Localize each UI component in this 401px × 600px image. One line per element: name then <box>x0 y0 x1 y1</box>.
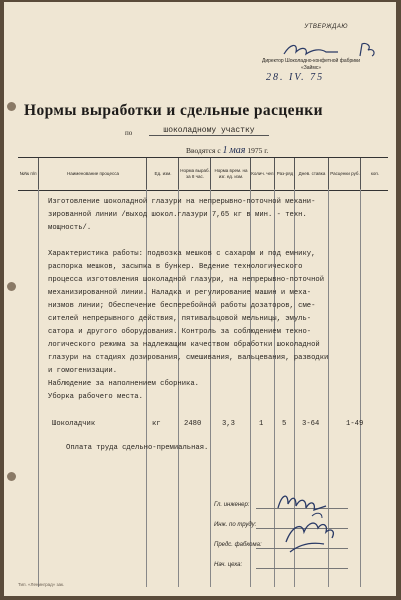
description-line: и гомогенизации. <box>48 367 118 375</box>
description-line: сатора и другого оборудования. Контроль за соблюдением техно- <box>48 328 312 336</box>
time-cell: 3,3 <box>222 420 235 428</box>
chief-engineer-label: Гл. инженер: <box>214 502 250 508</box>
people-cell: 1 <box>259 420 264 428</box>
profession-cell: Шоколадчик <box>52 420 96 428</box>
binder-hole <box>7 282 16 291</box>
intro-day: 1 <box>222 145 228 156</box>
rate-cell: 3-64 <box>302 420 320 428</box>
column-header: №№ п/п <box>19 171 37 176</box>
description-line: мощность/. <box>48 224 92 232</box>
column-divider <box>146 189 147 587</box>
description-line: глазури на стадиях дозирования, смешивания, вальцевания, разводки <box>48 354 329 362</box>
description-line: логического режима за надлежащим качеством обработки шоколадной <box>48 341 320 349</box>
signature-line <box>256 568 348 569</box>
document-title: Нормы выработки и сдельные расценки <box>24 102 323 119</box>
norm-cell: 2480 <box>184 420 202 428</box>
column-header: Расценки руб. <box>328 158 361 190</box>
grade-cell: 5 <box>282 420 287 428</box>
intro-month: мая <box>229 145 246 156</box>
column-divider <box>38 189 39 587</box>
description-line: низмов линии; Обеспечение бесперебойной работы дозаторов, сме- <box>48 302 316 310</box>
director-caption: Директор Шоколадно-конфетной фабрики «Займс» <box>261 58 361 71</box>
description-line: зированной линии /выход шокол.глазури 7,65 кг в мин. - техн. <box>48 211 307 219</box>
description-line: Изготовление шоколадной глазури на непрерывно-поточной механи- <box>48 198 316 206</box>
column-header: Ед. изм. <box>146 158 179 190</box>
unit-cell: кг <box>152 420 161 428</box>
column-header: коп. <box>360 158 389 190</box>
column-header: Днев. ставка <box>294 158 329 190</box>
binder-hole <box>7 102 16 111</box>
column-header: Колич. чел. <box>250 158 275 190</box>
binder-hole <box>7 472 16 481</box>
column-header: Раз-ряд <box>274 158 295 190</box>
payment-note: Оплата труда сдельно-премиальная. <box>66 444 209 452</box>
description-line: Уборка рабочего места. <box>48 393 143 401</box>
intro-text: Вводятся с <box>186 146 221 155</box>
department-prefix: по <box>125 129 133 137</box>
labor-engineer-label: Инж. по труду: <box>214 522 257 528</box>
department-value: шоколадному участку <box>149 126 269 136</box>
description-line: распорка мешков, засыпка в бункер. Ведение технологического <box>48 263 303 271</box>
table-header <box>18 157 388 191</box>
description-line: Характеристика работы: подвозка мешков с сахаром и под емнику, <box>48 250 316 258</box>
column-divider <box>178 189 179 587</box>
effective-date <box>186 145 268 156</box>
intro-suffix: г. <box>264 146 269 155</box>
column-header: Норма выраб. за 8 час. <box>178 158 211 190</box>
description-line: механизированной линии. Наладка и регулирование машин и меха- <box>48 289 312 297</box>
factory-committee-label: Предс. фабкома: <box>214 542 262 548</box>
approve-label: УТВЕРЖДАЮ <box>304 24 348 30</box>
approval-date: 28. IV. 75 <box>266 72 325 83</box>
column-divider <box>210 189 211 587</box>
shop-head-label: Нач. цеха: <box>214 562 243 568</box>
document-sheet <box>4 2 396 596</box>
handwritten-signatures <box>266 482 346 562</box>
description-line: Наблюдение за наполнением сборника. <box>48 380 199 388</box>
description-line: сителей непрерывного действия, пятивальцовой мельницы, эмуль- <box>48 315 312 323</box>
column-header: Норма врем. на изг. ед. изм. <box>210 158 251 190</box>
intro-year: 1975 <box>247 146 263 155</box>
director-signature <box>276 40 386 60</box>
printer-mark: Тип. «Ленинград» зак. <box>18 582 65 587</box>
column-divider <box>360 189 361 587</box>
column-header: Наименование процесса <box>38 158 147 190</box>
description-line: процесса изготовления шоколадной глазури, на непрерывно-поточной <box>48 276 325 284</box>
price-cell: 1-49 <box>346 420 364 428</box>
